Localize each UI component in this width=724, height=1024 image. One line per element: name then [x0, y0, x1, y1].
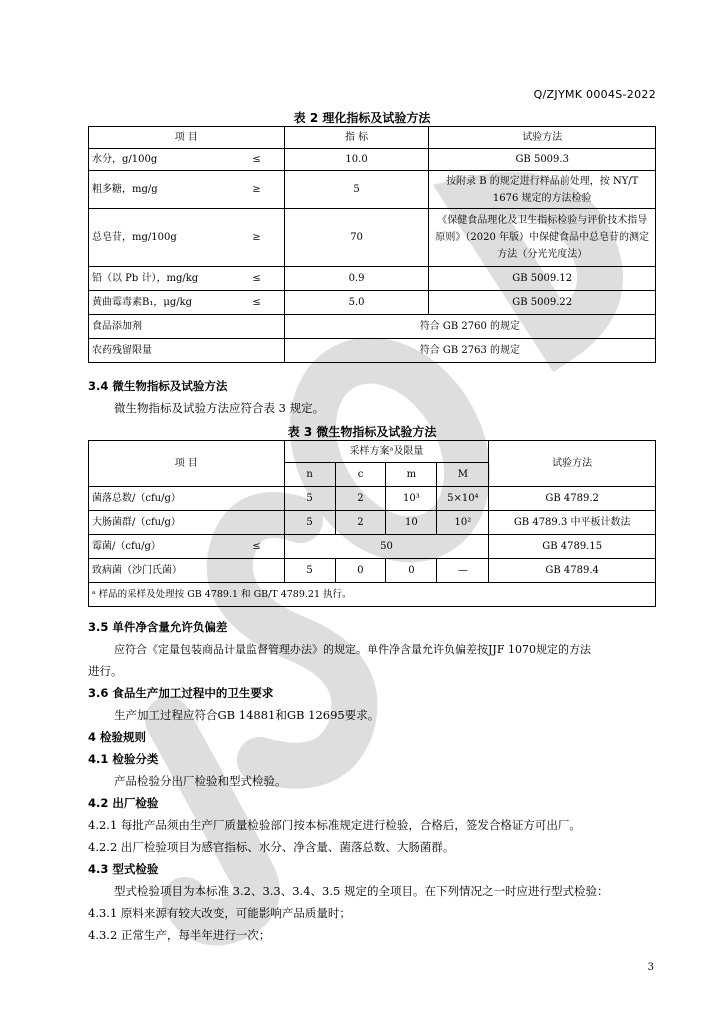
section-4-3-text: 型式检验项目为本标准 3.2、3.3、3.4、3.5 规定的全项目。在下列情况之一时应进行型式检验： — [114, 884, 609, 898]
section-4-1-heading: 4.1 检验分类 — [88, 752, 159, 766]
section-4-1-text: 产品检验分出厂检验和型式检验。 — [114, 774, 287, 788]
table-row: 粗多糖，mg/g ≥ 5 按附录 B 的规定进行样品前处理，按 NY/T 1676 规定的方法检验 — [89, 171, 656, 209]
table-row: 总皂苷，mg/100g ≥ 70 《保健食品理化及卫生指标检验与评价技术指导原则》（2020 年版）中保健食品中总皂苷的测定方法（分光光度法） — [89, 209, 656, 267]
table-row: 黄曲霉毒素B₁，μg/kg ≤ 5.0 GB 5009.22 — [89, 291, 656, 315]
section-3-6-heading: 3.6 食品生产加工过程中的卫生要求 — [88, 686, 274, 700]
table-row: 致病菌（沙门氏菌） 5 0 0 — GB 4789.4 — [89, 559, 656, 583]
section-4-heading: 4 检验规则 — [88, 730, 147, 744]
table-row: 铅（以 Pb 计），mg/kg ≤ 0.9 GB 5009.12 — [89, 267, 656, 291]
table-row: 大肠菌群/（cfu/g） 5 2 10 10² GB 4789.3 中平板计数法 — [89, 511, 656, 535]
table2-header-method: 试验方法 — [429, 127, 656, 149]
table3-header-method: 试验方法 — [489, 441, 656, 487]
section-3-5-line1: 应符合《定量包装商品计量监督管理办法》的规定。单件净含量允许负偏差按JJF 1070规定的方法 — [114, 643, 591, 656]
table3-header-plan: 采样方案ᵃ及限量 — [284, 441, 489, 463]
page-number: 3 — [647, 962, 654, 973]
document-number: Q/ZJYMK 0004S-2022 — [533, 88, 656, 101]
table3: 项 目 采样方案ᵃ及限量 试验方法 n c m M 菌落总数/（cfu/g） 5 2 10³ 5×10⁴ GB 4789.2 大肠菌群/（cfu/g） 5 2 10 10² GB 4789.3 中平板计数法 霉菌/（cfu/g） ≤ 50 GB 4789.15 致病菌（沙门氏菌） 5 0 0 — GB 4789.4 ᵃ 样品的采样及处理按 GB 4789.1 和 GB/T 4789.21 执行。 — [88, 440, 656, 607]
section-4-3-heading: 4.3 型式检验 — [88, 862, 159, 876]
table-row: 菌落总数/（cfu/g） 5 2 10³ 5×10⁴ GB 4789.2 — [89, 487, 656, 511]
table-row: 农药残留限量 符合 GB 2763 的规定 — [89, 339, 656, 363]
section-4-2-2: 4.2.2 出厂检验项目为感官指标、水分、净含量、菌落总数、大肠菌群。 — [88, 840, 455, 854]
table3-caption: 表 3 微生物指标及试验方法 — [287, 425, 437, 439]
section-4-3-1: 4.3.1 原料来源有较大改变，可能影响产品质量时； — [88, 906, 351, 920]
table-row: 霉菌/（cfu/g） ≤ 50 GB 4789.15 — [89, 535, 656, 559]
table-row: 水分，g/100g ≤ 10.0 GB 5009.3 — [89, 149, 656, 171]
table2 — [88, 126, 656, 363]
section-3-4-text: 微生物指标及试验方法应符合表 3 规定。 — [114, 401, 325, 415]
section-3-5-line2: 进行。 — [88, 664, 123, 678]
table2-header-value: 指 标 — [284, 127, 429, 149]
section-3-5-heading: 3.5 单件净含量允许负偏差 — [88, 620, 228, 634]
section-4-2-heading: 4.2 出厂检验 — [88, 796, 159, 810]
section-3-4-heading: 3.4 微生物指标及试验方法 — [88, 379, 228, 393]
table3-footnote: ᵃ 样品的采样及处理按 GB 4789.1 和 GB/T 4789.21 执行。 — [89, 583, 656, 607]
section-3-6-text: 生产加工过程应符合GB 14881和GB 12695要求。 — [114, 708, 380, 722]
section-4-3-2: 4.3.2 正常生产，每半年进行一次； — [88, 928, 271, 942]
table2-header-item: 项 目 — [89, 127, 285, 149]
table-row: 食品添加剂 符合 GB 2760 的规定 — [89, 315, 656, 339]
table2-caption: 表 2 理化指标及试验方法 — [293, 111, 431, 125]
table3-header-item: 项 目 — [89, 441, 285, 487]
section-4-2-1: 4.2.1 每批产品须由生产厂质量检验部门按本标准规定进行检验，合格后，签发合格证方可出厂。 — [88, 818, 581, 832]
